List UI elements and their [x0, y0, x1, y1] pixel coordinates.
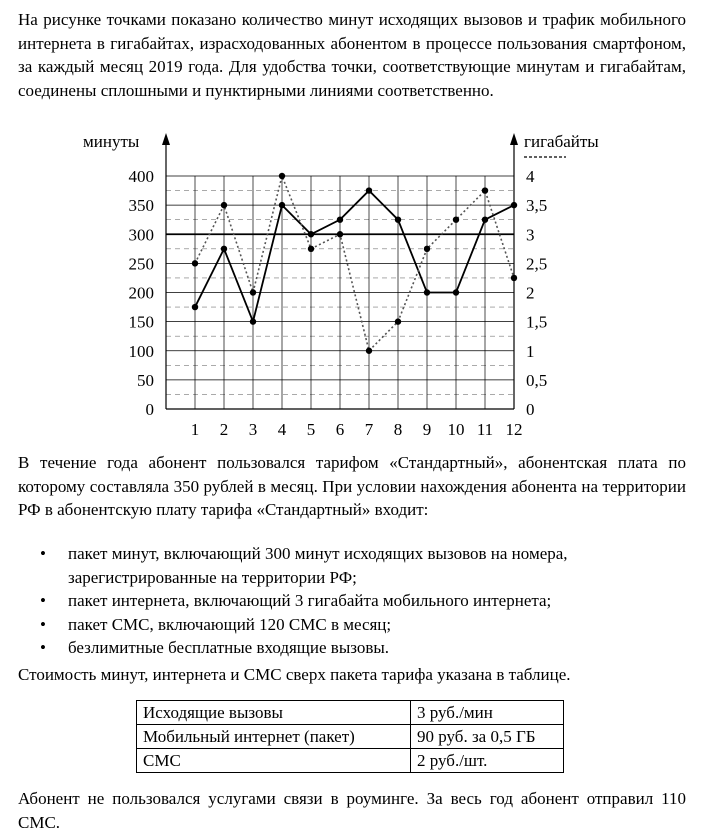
- minutes-point: [279, 202, 285, 208]
- gigabytes-point: [511, 275, 517, 281]
- tariff-bullet-list: [18, 542, 686, 660]
- table-row: [137, 701, 564, 725]
- chart-ticks: [129, 167, 548, 439]
- x-tick-label: 5: [306, 420, 316, 439]
- left-axis-label: минуты: [83, 132, 140, 151]
- gigabytes-point: [279, 173, 285, 179]
- left-tick-label: 100: [128, 341, 154, 361]
- x-tick-label: 2: [219, 420, 229, 439]
- minutes-point: [221, 246, 227, 252]
- gigabytes-point: [192, 260, 198, 266]
- minutes-point: [250, 318, 256, 324]
- left-tick-label: 150: [128, 312, 154, 332]
- table-cell: СМС: [137, 749, 411, 773]
- chart-grid: [166, 176, 514, 409]
- x-tick-label: 4: [277, 420, 287, 439]
- x-tick-label: 8: [393, 420, 403, 439]
- right-tick-label: 1,5: [526, 312, 548, 332]
- minutes-point: [424, 289, 430, 295]
- left-tick-label: 50: [137, 370, 154, 390]
- table-cell: 3 руб./мин: [411, 701, 564, 725]
- table-cell: 2 руб./шт.: [411, 749, 564, 773]
- minutes-line: [195, 191, 514, 322]
- right-tick-label: 3,5: [526, 196, 548, 216]
- final-paragraph: Абонент не пользовался услугами связи в роуминге. За весь год абонент отправил 110 СМС.: [18, 789, 686, 832]
- gigabytes-point: [366, 348, 372, 354]
- x-tick-label: 9: [422, 420, 432, 439]
- minutes-point: [366, 187, 372, 193]
- minutes-point: [192, 304, 198, 310]
- gigabytes-point: [221, 202, 227, 208]
- gigabytes-point: [250, 289, 256, 295]
- left-tick-label: 0: [145, 400, 154, 419]
- table-row: [137, 749, 564, 773]
- left-tick-label: 250: [128, 254, 154, 274]
- x-tick-label: 7: [364, 420, 374, 439]
- minutes-point: [453, 289, 459, 295]
- intro-paragraph: На рисунке точками показано количество минут исходящих вызовов и трафик мобильного интернета в гигабайтах, израсходованных абонентом в процессе пользования смартфоном, за каждый месяц 2019 года. Для удобства точки, соответствующие минутам и гигабайтам, соединены сплошными и пунктирными линиями соответственно.: [18, 10, 686, 100]
- gigabytes-point: [337, 231, 343, 237]
- table-cell: Мобильный интернет (пакет): [137, 725, 411, 749]
- left-tick-label: 350: [128, 196, 154, 216]
- table-cell: Исходящие вызовы: [137, 701, 411, 725]
- right-axis-label: гигабайты: [524, 132, 599, 151]
- x-tick-label: 11: [476, 420, 494, 439]
- x-tick-label: 1: [190, 420, 200, 439]
- table-row: [137, 725, 564, 749]
- minutes-point: [482, 216, 488, 222]
- x-tick-label: 6: [335, 420, 345, 439]
- minutes-point: [308, 231, 314, 237]
- x-tick-label: 12: [505, 420, 523, 439]
- bullet-item-internet: • пакет интернета, включающий 3 гигабайта мобильного интернета;: [18, 589, 686, 613]
- gigabytes-point: [395, 318, 401, 324]
- left-tick-label: 300: [128, 225, 154, 245]
- right-axis-arrow: [510, 133, 518, 145]
- gigabytes-point: [308, 246, 314, 252]
- tariff-paragraph: В течение года абонент пользовался тарифом «Стандартный», абонентская плата по которому составляла 350 рублей в месяц. При условии нахождения абонента на территории РФ в абонентскую плату тарифа «Стандартный» входит:: [18, 453, 686, 519]
- right-tick-label: 2: [526, 283, 535, 303]
- x-tick-label: 3: [248, 420, 258, 439]
- right-tick-label: 1: [526, 341, 535, 361]
- bullet-item-incoming: • безлимитные бесплатные входящие вызовы.: [18, 636, 686, 660]
- bullet-item-sms: • пакет СМС, включающий 120 СМС в месяц;: [18, 613, 686, 637]
- minutes-point: [395, 216, 401, 222]
- x-tick-label: 10: [447, 420, 465, 439]
- right-tick-label: 3: [526, 225, 535, 245]
- gigabytes-point: [482, 187, 488, 193]
- bullet-item-minutes: • пакет минут, включающий 300 минут исходящих вызовов на номера, зарегистрированные на территории РФ;: [18, 542, 686, 589]
- right-tick-label: 0,5: [526, 370, 548, 390]
- cost-table: [136, 700, 564, 773]
- left-tick-label: 400: [128, 167, 154, 186]
- right-tick-label: 2,5: [526, 254, 548, 274]
- gigabytes-point: [424, 246, 430, 252]
- minutes-point: [511, 202, 517, 208]
- cost-paragraph: Стоимость минут, интернета и СМС сверх пакета тарифа указана в таблице.: [18, 665, 571, 684]
- right-tick-label: 0: [526, 400, 535, 419]
- table-cell: 90 руб. за 0,5 ГБ: [411, 725, 564, 749]
- left-axis-arrow: [162, 133, 170, 145]
- right-tick-label: 4: [526, 167, 535, 186]
- minutes-point: [337, 216, 343, 222]
- left-tick-label: 200: [128, 283, 154, 303]
- gigabytes-point: [453, 216, 459, 222]
